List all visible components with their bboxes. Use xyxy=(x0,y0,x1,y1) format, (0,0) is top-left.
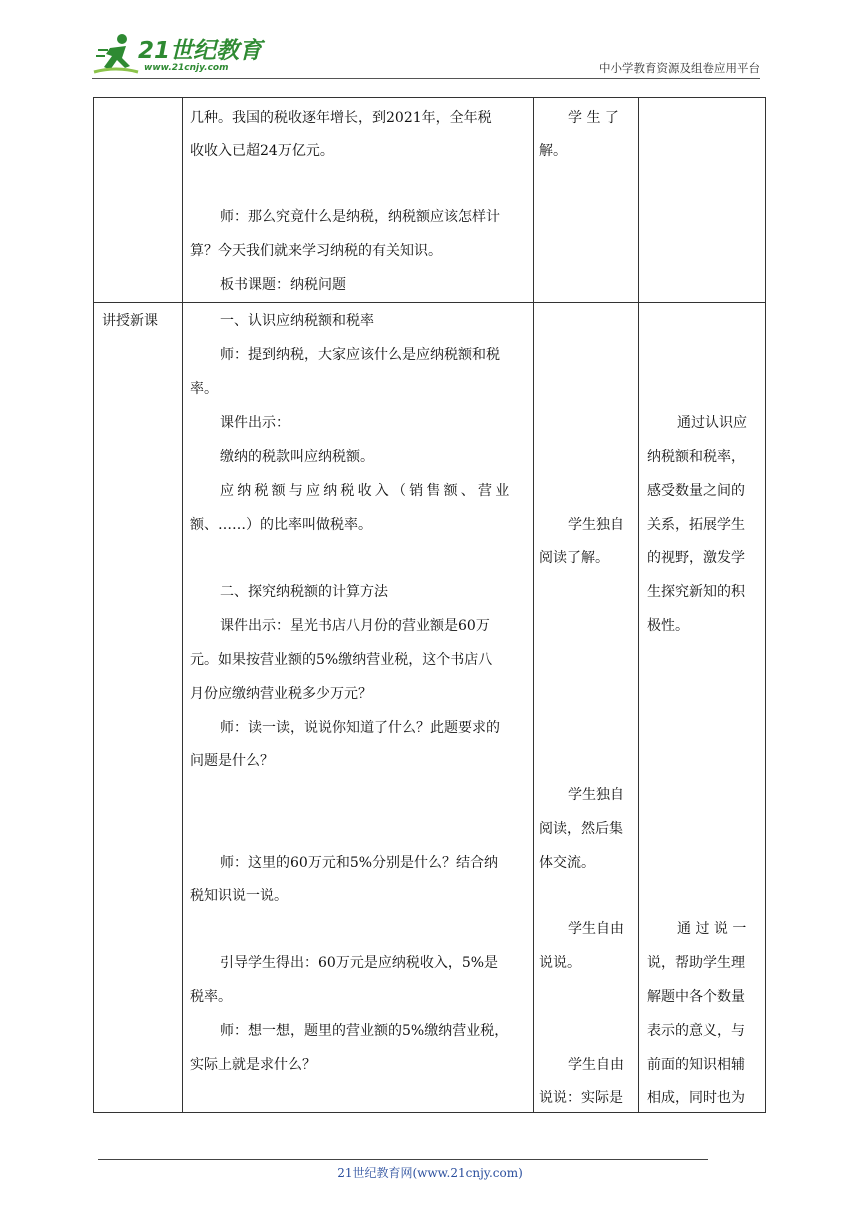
row2-intent-line: 生探究新知的积 xyxy=(647,584,745,600)
row2-text-line: 元。如果按营业额的5%缴纳营业税，这个书店八 xyxy=(190,652,493,668)
logo-url: www.21cnjy.com xyxy=(144,63,229,73)
footer-link[interactable]: 21世纪教育网(www.21cnjy.com) xyxy=(337,1166,523,1180)
row1-student-line: 学 生 了 xyxy=(568,110,619,126)
row2-intent-line: 纳税额和税率， xyxy=(647,449,745,465)
row2-intent-line: 通 过 说 一 xyxy=(677,921,747,937)
row2-text-line: 税率。 xyxy=(190,989,232,1005)
row2-intent-line: 极性。 xyxy=(647,618,689,634)
row2-text-line: 税知识说一说。 xyxy=(190,888,288,904)
row2-intent-line: 通过认识应 xyxy=(677,415,747,431)
logo-text: 21世纪教育 xyxy=(138,38,263,64)
row2-text-line: 师：读一读，说说你知道了什么？此题要求的 xyxy=(220,720,500,736)
row2-intent-line: 关系，拓展学生 xyxy=(647,517,745,533)
page-header xyxy=(92,30,760,78)
site-logo[interactable] xyxy=(92,30,262,78)
row2-text-line: 师：想一想，题里的营业额的5%缴纳营业税， xyxy=(220,1023,509,1039)
row2-student-line: 阅读，然后集 xyxy=(539,821,623,837)
row2-text-line: 课件出示： xyxy=(220,415,290,431)
row2-intent-line: 感受数量之间的 xyxy=(647,483,745,499)
platform-name: 中小学教育资源及组卷应用平台 xyxy=(599,61,760,75)
row2-student-line: 学生独自 xyxy=(568,517,624,533)
row2-text-line: 师：这里的60万元和5%分别是什么？结合纳 xyxy=(220,855,499,871)
row2-intent-line: 的视野，激发学 xyxy=(647,550,745,566)
runner-logo-icon xyxy=(92,32,140,76)
row2-text-line: 缴纳的税款叫应纳税额。 xyxy=(220,449,374,465)
row2-text-line: 应纳税额与应纳税收入（销售额、营业 xyxy=(220,483,513,499)
row2-intent-line: 说，帮助学生理 xyxy=(647,955,745,971)
row1-text-line: 收收入已超24万亿元。 xyxy=(190,143,334,159)
row2-student-line: 学生独自 xyxy=(568,787,624,803)
col-divider-2 xyxy=(533,98,534,1112)
row2-text-line: 问题是什么？ xyxy=(190,753,274,769)
row2-student-line: 阅读了解。 xyxy=(539,550,609,566)
row2-text-line: 实际上就是求什么？ xyxy=(190,1057,316,1073)
row2-text-line: 月份应缴纳营业税多少万元？ xyxy=(190,686,372,702)
row1-student-line: 解。 xyxy=(539,143,567,159)
row2-student-line: 学生自由 xyxy=(568,921,624,937)
row2-student-line: 说说：实际是 xyxy=(539,1090,623,1106)
row2-text-line: 二、探究纳税额的计算方法 xyxy=(220,584,388,600)
row1-text-line: 板书课题：纳税问题 xyxy=(220,277,346,293)
row2-text-line: 一、认识应纳税额和税率 xyxy=(220,313,374,329)
row2-text-line: 师：提到纳税，大家应该什么是应纳税额和税 xyxy=(220,347,500,363)
row1-text-line: 算？今天我们就来学习纳税的有关知识。 xyxy=(190,243,442,259)
row2-intent-line: 表示的意义，与 xyxy=(647,1023,745,1039)
header-divider xyxy=(92,78,760,79)
row2-text-line: 率。 xyxy=(190,381,218,397)
row-divider xyxy=(94,302,765,303)
row2-text-line: 额、……）的比率叫做税率。 xyxy=(190,517,372,533)
section-label: 讲授新课 xyxy=(102,313,158,329)
lesson-table xyxy=(93,97,766,1113)
row2-intent-line: 前面的知识相辅 xyxy=(647,1057,745,1073)
row1-text-line: 师：那么究竟什么是纳税，纳税额应该怎样计 xyxy=(220,209,500,225)
row2-text-line: 课件出示：星光书店八月份的营业额是60万 xyxy=(220,618,490,634)
row2-student-line: 体交流。 xyxy=(539,855,595,871)
row2-student-line: 说说。 xyxy=(539,955,581,971)
footer-divider xyxy=(98,1159,708,1160)
col-divider-1 xyxy=(182,98,183,1112)
col-divider-3 xyxy=(638,98,639,1112)
row1-text-line: 几种。我国的税收逐年增长，到2021年，全年税 xyxy=(190,110,492,126)
row2-text-line: 引导学生得出：60万元是应纳税收入，5%是 xyxy=(220,955,499,971)
row2-intent-line: 相成，同时也为 xyxy=(647,1090,745,1106)
row2-intent-line: 解题中各个数量 xyxy=(647,989,745,1005)
row2-student-line: 学生自由 xyxy=(568,1057,624,1073)
